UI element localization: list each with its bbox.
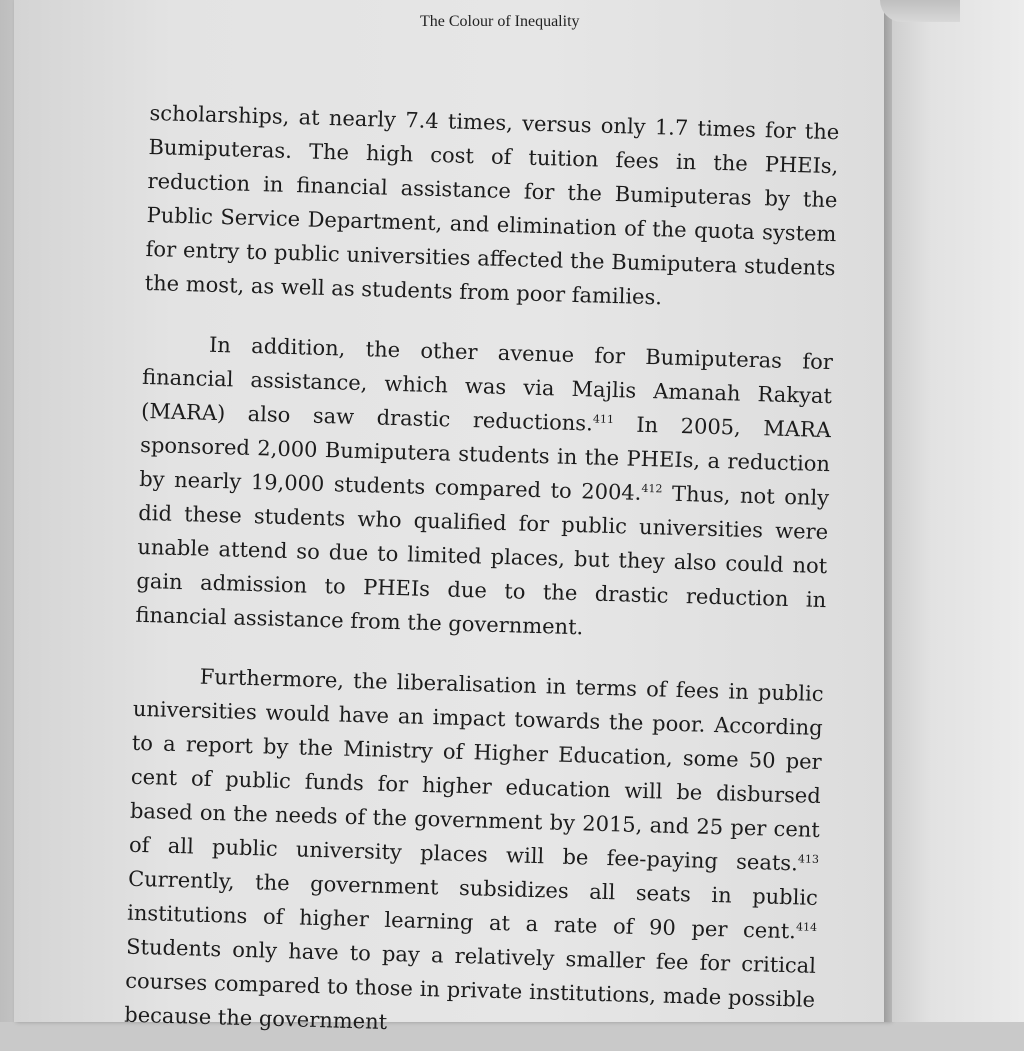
- paragraph-2: [135, 326, 833, 651]
- footnote-ref-412: 412: [641, 481, 663, 496]
- paragraph-text: Furthermore, the liberalisation in terms of fees in public universities would have an impact towards the poor. According to a report by the Ministry of Higher Education, some 50 per cent of public funds for higher education will be disbursed based on the needs of the government by 2015, and 25 per cent of all public university places will be fee-paying seats.: [128, 664, 824, 876]
- paragraph-text: In 2005, MARA sponsored 2,000 Bumiputera students in the PHEIs, a reduction by nearly 19,000 students compared to 2004.: [138, 412, 832, 505]
- paragraph-1: [144, 96, 839, 319]
- body-text: [124, 96, 840, 1051]
- paragraph-text: In addition, the other avenue for Bumiputeras for financial assistance, which was via Majlis Amanah Rakyat (MARA) also saw drastic reductions.: [140, 332, 834, 436]
- footnote-ref-411: 411: [592, 412, 615, 427]
- footnote-ref-413: 413: [797, 852, 820, 866]
- paragraph-text: scholarships, at nearly 7.4 times, versus only 1.7 times for the Bumiputeras. The high cost of tuition fees in the PHEIs, reduction in financial assistance for the Bumiputeras by the Public Service Department, and elimination of the quota system for entry to public universities affected the Bumiputera students the most, as well as students from poor families.: [144, 100, 840, 310]
- paragraph-text: Thus, not only did these students who qualified for public universities were unable attend so due to limited places, but they also could not gain admission to PHEIs due to the drastic reduction in financial assistance from the government.: [135, 481, 830, 640]
- page-corner: [880, 0, 960, 22]
- footnote-ref-414: 414: [795, 920, 818, 934]
- paragraph-text: Currently, the government subsidizes all seats in public institutions of higher learning at a rate of 90 per cent.: [126, 866, 819, 944]
- facing-page: [892, 0, 1024, 1022]
- running-head: The Colour of Inequality: [420, 13, 580, 30]
- paragraph-3: [124, 658, 824, 1051]
- paragraph-text: Students only have to pay a relatively smaller fee for critical courses compared to those in private institutions, made possible because the government: [124, 934, 817, 1034]
